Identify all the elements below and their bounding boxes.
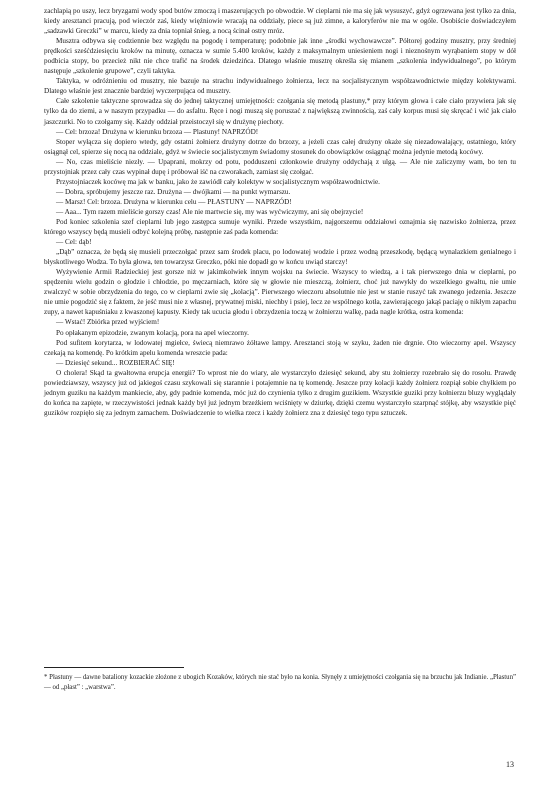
paragraph: zachlapią po uszy, lecz bryzgami wody spod butów zmoczą i maszerujących po obwodzie. W cieplarni nie ma się jak wysuszyć, gdyż ogrzewana jest tylko za dnia, kiedy aresztanci pracują, pod wieczór zaś, kiedy więźniowie wracają na oddziały, piece są już zimne, a kaloryferów nie ma w ogóle. Osobiście doświadczyłem „sadzawki Greczki” w marcu, kiedy za dnia topniał śnieg, a nocą ścinał ostry mróz. [44,7,516,36]
paragraph: Po opłakanym epizodzie, zwanym kolacją, pora na apel wieczorny. [56,328,249,337]
dialogue-line: — Cel: brzoza! Drużyna w kierunku brzoza — Plastuny! NAPRZÓD! [56,127,259,136]
paragraph: Taktyka, w odróżnieniu od musztry, nie bazuje na strachu indywidualnego żołnierza, lecz na socjalistycznym współzawodnictwie między kolektywami. Dlatego właśnie jest znacznie bardziej wyczerpująca od musztry. [44,77,516,96]
paragraph: Wyżywienie Armii Radzieckiej jest gorsze niż w jakimkolwiek innym wojsku na świecie. Wszyscy to wiedzą, a i tak pierwszego dnia w cieplarni, po spędzeniu wielu godzin o głodzie i chłodzie, po męczarniach, które się w głowie nie mieszczą, żołnierz, choć już nawykły do wszelkiego gwałtu, nie umie zwalczyć w sobie obrzydzenia do tego, co w cieplarni zwie się „kolacją”. Pierwszego wieczoru absolutnie nie jest w stanie ruszyć tak zwanego jedzenia. Jeszcze nie umie pogodzić się z faktem, że jeść musi nie z własnej, prywatnej miski, niechby i psiej, lecz ze wspólnego kotła, zawierającego jakąś paciaję o nikłym zapachu zupy, a nawet kapuśniaku z kwaszonej kapusty. Kiedy tak ucucia głodu i obrzydzenia toczą w żołnierzu walkę, pada nagle krótka, ostra komenda: [44,268,517,317]
dialogue-line: — Aaa... Tym razem mieliście gorszy czas! Ale nie martwcie się, my was wyćwiczymy, ani się obejrzycie! [56,207,364,216]
paragraph: Musztra odbywa się codziennie bez względu na pogodę i temperaturę; podobnie jak inne „środki wychowawcze”. Półtorej godziny musztry, przy średniej prędkości sześćdziesięciu kroków na minutę, oznacza w sumie 5.400 kroków, każdy z maksymalnym uniesieniem nogi i nieznośnym wyrąbaniem stopy w dół podbicia stopy, bo przecież nikt nie chce trafić na środek dziedzińca. Dlatego właśnie musztrę określa się mianem „szkolenia indywidualnego”, po którym następuje „szkolenie grupowe”, czyli taktyka. [44,37,516,76]
dialogue-line: — Dobra, spróbujemy jeszcze raz. Drużyna — dwójkami — na punkt wymarszu. [56,187,291,196]
page-number: 13 [506,760,514,769]
dialogue-line: — No, czas mieliście niezły. — Upaprani, mokrzy od potu, podduszeni członkowie drużyny oddychają z ulgą. — Ale nie zaliczymy wam, bo ten tu przystojniak przez cały czas wypinał dupę i próbował iść na czworakach, zamiast się czołgać. [44,157,516,176]
paragraph: O cholera! Skąd ta gwałtowna erupcja energii? To wprost nie do wiary, ale wystarczyło dziesięć sekund, aby stu żołnierzy rozebrało się do rosołu. Prawdę powiedziawszy, wszyscy już od jakiegoś czasu szykowali się starannie i potajemnie na tę komendę. Jeszcze przy kolacji każdy żołnierz rozpiął sobie chyłkiem po jednym guziku na każdym mankiecie, aby, gdy padnie komenda, móc już do czynienia tylko z drugim guzikiem. Wszystkie guziki przy kołnierzu bluzy wyglądały do końca na zapięte, w rzeczywistości jednak każdy był już jednym brzeżkiem wciśnięty w dziurkę, dzięki czemu wystarczyło szarpnąć stójkę, aby wszystkie pięć guzików rozpięło się za jednym zamachem. Doświadczenie to wielka rzecz i każdy żołnierz zna z dziesięć tego typu sztuczek. [44,368,516,417]
paragraph: Stoper wyłącza się dopiero wtedy, gdy ostatni żołnierz drużyny dotrze do brzozy, a jeżeli czas całej drużyny okaże się niezadowalający, ostatniego, który osiągnął cel, spierze się nocą na oddziale, gdyż w świecie socjalistycznym świadomy stosunek do obowiązków osiągnąć można jedynie metodą kocówy. [44,137,516,156]
footnote-text: * Płastuny — dawne bataliony kozackie złożone z ubogich Kozaków, których nie stać było na konia. Słynęły z umiejętności czołgania się na brzuchu jak Indianie. „Płastun” — od „płast” : „warstwa”. [44,674,516,691]
dialogue-line: — Marsz! Cel: brzoza. Drużyna w kierunku celu — PŁASTUNY — NAPRZÓD! [56,197,292,206]
dialogue-line: — Wstać! Zbiórka przed wyjściem! [56,318,160,327]
footnote [44,673,516,693]
paragraph: Pod koniec szkolenia szef cieplarni lub jego zastępca sumuje wyniki. Przede wszystkim, najgorszemu oddziałowi oznajmia się nazwisko żołnierza, przez którego wszyscy będą musieli odbyć kolejną próbę, następnie zaś pada komenda: [44,217,516,237]
paragraph: Przystojniaczek kocówę ma jak w banku, jako że zawiódł cały kolektyw w socjalistycznym współzawodnictwie. [56,177,380,186]
main-text [44,6,516,418]
dialogue-line: — Cel: dąb! [56,238,92,247]
paragraph: Całe szkolenie taktyczne sprowadza się do jednej taktycznej umiejętności: czołgania się metodą plastuny,* przy którym głowa i całe ciało przywiera jak się tylko da do ziemi, a w naszym przypadku — do asfaltu. Ręce i nogi muszą się poruszać z największą zwinnością, zaś cały korpus musi się skręcać i wić jak ciało jaszczurki. No to czołgamy się. Każdy oddział przeistoczył się w drużynę piechoty. [44,97,516,126]
footnote-divider [44,667,184,668]
paragraph: Pod sufitem korytarza, w lodowatej mgiełce, świecą niemrawo żółtawe lampy. Aresztanci stoją w szyku, żaden nie drgnie. Oto wieczorny apel. Wszyscy czekają na komendę. Po krótkim apelu komenda wreszcie pada: [44,338,516,357]
dialogue-line: — Dziesięć sekund... ROZBIERAĆ SIĘ! [56,358,175,367]
paragraph: „Dąb” oznacza, że będą się musieli przeczołgać przez sam środek placu, po lodowatej wodzie i przez wodną przeszkodę, będącą wynalazkiem genialnego i błyskotliwego Wodza. To była głowa, ten towarzysz Greczko, póki nie dopadł go w końcu uwiąd starczy! [44,248,516,267]
